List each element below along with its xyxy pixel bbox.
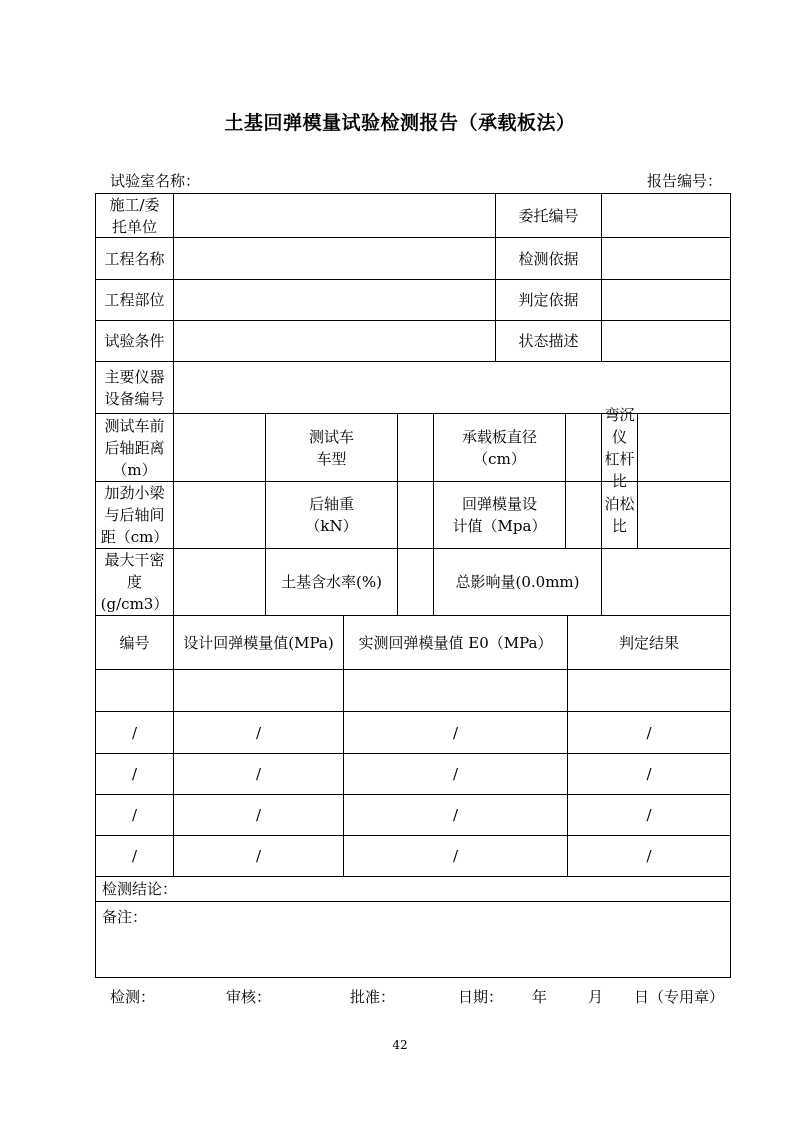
footer-day-seal: 日（专用章）: [634, 988, 725, 1006]
slash-cell: /: [344, 836, 568, 877]
slash-cell: /: [174, 836, 344, 877]
poisson-ratio-value[interactable]: [638, 482, 730, 549]
slash-cell: /: [344, 754, 568, 795]
total-influence-value[interactable]: [602, 549, 730, 616]
state-desc-label: 状态描述: [496, 321, 602, 362]
test-basis-label: 检测依据: [496, 238, 602, 280]
judge-basis-label: 判定依据: [496, 280, 602, 321]
client-unit-value[interactable]: [174, 194, 496, 238]
slash-cell: /: [96, 836, 174, 877]
slash-cell: /: [96, 712, 174, 754]
deflection-ratio-value[interactable]: [638, 414, 730, 482]
water-content-value[interactable]: [398, 549, 434, 616]
beam-distance-value[interactable]: [174, 482, 266, 549]
max-dry-density-value[interactable]: [174, 549, 266, 616]
slash-cell: /: [568, 754, 730, 795]
footer-approve: 批准：: [350, 988, 396, 1006]
footer-date: 日期：: [458, 988, 504, 1006]
total-influence-label: 总影响量(0.0mm): [434, 549, 602, 616]
rear-axle-weight-value[interactable]: [398, 482, 434, 549]
col-design-header: 设计回弹模量值(MPa): [174, 616, 344, 670]
design-modulus-label: 回弹模量设 计值（Mpa）: [434, 482, 566, 549]
report-table: [95, 193, 731, 978]
axle-distance-value[interactable]: [174, 414, 266, 482]
poisson-ratio-label: 泊松比: [602, 482, 638, 549]
max-dry-density-label: 最大干密 度 (g/cm3）: [96, 549, 174, 616]
col-no-header: 编号: [96, 616, 174, 670]
beam-distance-label: 加劲小梁 与后轴间 距（cm）: [96, 482, 174, 549]
result-row-1-no[interactable]: [96, 670, 174, 712]
vehicle-type-label: 测试车 车型: [266, 414, 398, 482]
project-part-label: 工程部位: [96, 280, 174, 321]
commission-no-label: 委托编号: [496, 194, 602, 238]
test-basis-value[interactable]: [602, 238, 730, 280]
col-judge-header: 判定结果: [568, 616, 730, 670]
deflection-ratio-label: 弯沉仪 杠杆比: [602, 414, 638, 482]
lab-name-label: 试验室名称：: [110, 172, 201, 190]
axle-distance-label: 测试车前 后轴距离 （m）: [96, 414, 174, 482]
slash-cell: /: [568, 836, 730, 877]
page-number: 42: [392, 1038, 408, 1052]
instrument-no-value[interactable]: [174, 362, 730, 414]
plate-diameter-label: 承载板直径 （cm）: [434, 414, 566, 482]
result-row-1-judge[interactable]: [568, 670, 730, 712]
footer-year: 年: [532, 988, 548, 1006]
col-measured-header: 实测回弹模量值 E0（MPa）: [344, 616, 568, 670]
report-no-label: 报告编号：: [646, 172, 722, 190]
conclusion-label: 检测结论：: [96, 877, 730, 902]
water-content-label: 土基含水率(%): [266, 549, 398, 616]
vehicle-type-value[interactable]: [398, 414, 434, 482]
footer-month: 月: [588, 988, 604, 1006]
slash-cell: /: [96, 795, 174, 836]
commission-no-value[interactable]: [602, 194, 730, 238]
project-name-label: 工程名称: [96, 238, 174, 280]
result-row-1-design[interactable]: [174, 670, 344, 712]
state-desc-value[interactable]: [602, 321, 730, 362]
judge-basis-value[interactable]: [602, 280, 730, 321]
test-condition-value[interactable]: [174, 321, 496, 362]
test-condition-label: 试验条件: [96, 321, 174, 362]
plate-diameter-value[interactable]: [566, 414, 602, 482]
project-part-value[interactable]: [174, 280, 496, 321]
slash-cell: /: [568, 712, 730, 754]
design-modulus-value[interactable]: [566, 482, 602, 549]
instrument-no-label: 主要仪器 设备编号: [96, 362, 174, 414]
remarks-label: 备注：: [102, 908, 148, 926]
slash-cell: /: [344, 712, 568, 754]
report-title: 土基回弹模量试验检测报告（承载板法）: [224, 112, 576, 134]
slash-cell: /: [174, 795, 344, 836]
project-name-value[interactable]: [174, 238, 496, 280]
rear-axle-weight-label: 后轴重 （kN）: [266, 482, 398, 549]
footer-inspect: 检测：: [110, 988, 156, 1006]
client-unit-label: 施工/委 托单位: [96, 194, 174, 238]
slash-cell: /: [174, 712, 344, 754]
result-row-1-measured[interactable]: [344, 670, 568, 712]
slash-cell: /: [174, 754, 344, 795]
slash-cell: /: [568, 795, 730, 836]
slash-cell: /: [96, 754, 174, 795]
footer-review: 审核：: [226, 988, 272, 1006]
slash-cell: /: [344, 795, 568, 836]
